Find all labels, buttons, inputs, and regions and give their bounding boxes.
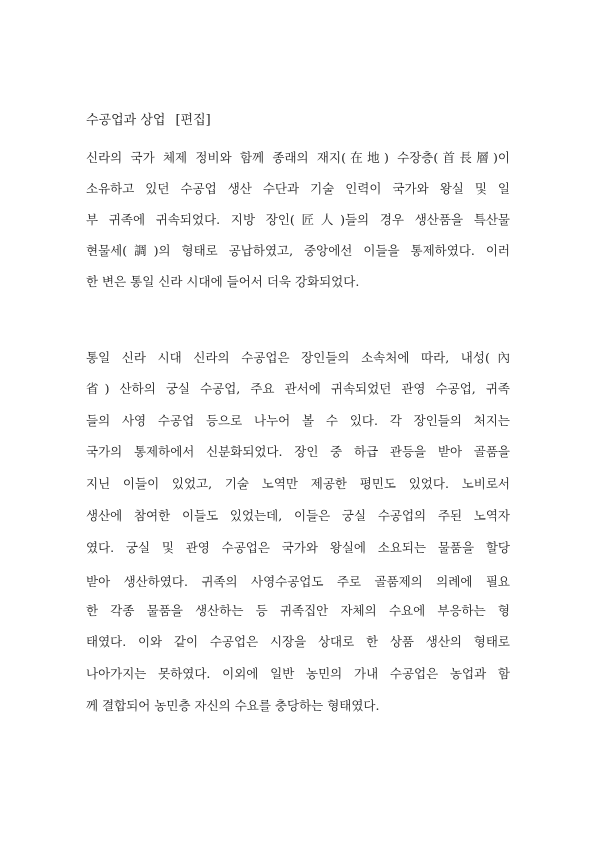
paragraph-line: 신라의 국가 체제 정비와 함께 종래의 재지(在地) 수장층(首長層)이 — [86, 150, 510, 165]
paragraph-line: 태였다. 이와 같이 수공업은 시장을 상대로 한 상품 생산의 형태로 — [86, 634, 510, 649]
paragraph-line: 국가의 통제하에서 신분화되었다. 장인 중 하급 관등을 받아 골품을 — [86, 444, 510, 459]
paragraph-line: 한 각종 물품을 생산하는 등 귀족집안 자체의 수요에 부응하는 형 — [86, 603, 510, 618]
paragraph-line: 통일 신라 시대 신라의 수공업은 장인들의 소속처에 따라, 내성(內 — [86, 350, 510, 365]
paragraph-line: 부 귀족에 귀속되었다. 지방 장인(匠人)들의 경우 생산품을 특산물 — [86, 212, 510, 227]
section-heading — [86, 112, 211, 130]
paragraph-line: 받아 생산하였다. 귀족의 사영수공업도 주로 골품제의 의례에 필요 — [86, 574, 510, 589]
paragraph-line: 였다. 궁실 및 관영 수공업은 국가와 왕실에 소요되는 물품을 할당 — [86, 540, 510, 555]
paragraph-line: 소유하고 있던 수공업 생산 수단과 기술 인력이 국가와 왕실 및 일 — [86, 181, 510, 196]
edit-link[interactable]: [편집] — [175, 113, 211, 128]
paragraph-line: 께 결합되어 농민층 자신의 수요를 충당하는 형태였다. — [86, 698, 380, 713]
paragraph-line: 현물세(調)의 형태로 공납하였고, 중앙에선 이들을 통제하였다. 이러 — [86, 243, 510, 258]
paragraph-line: 들의 사영 수공업 등으로 나누어 볼 수 있다. 각 장인들의 처지는 — [86, 413, 510, 428]
section-title: 수공업과 상업 — [86, 113, 166, 128]
paragraph-line: 한 변은 통일 신라 시대에 들어서 더욱 강화되었다. — [86, 274, 360, 289]
paragraph-line: 省) 산하의 궁실 수공업, 주요 관서에 귀속되었던 관영 수공업, 귀족 — [86, 381, 510, 396]
paragraph-line: 지닌 이들이 있었고, 기술 노역만 제공한 평민도 있었다. 노비로서 — [86, 476, 510, 491]
paragraph-line: 생산에 참여한 이들도 있었는데, 이들은 궁실 수공업의 주된 노역자 — [86, 508, 510, 523]
paragraph-line: 나아가지는 못하였다. 이외에 일반 농민의 가내 수공업은 농업과 함 — [86, 666, 510, 681]
